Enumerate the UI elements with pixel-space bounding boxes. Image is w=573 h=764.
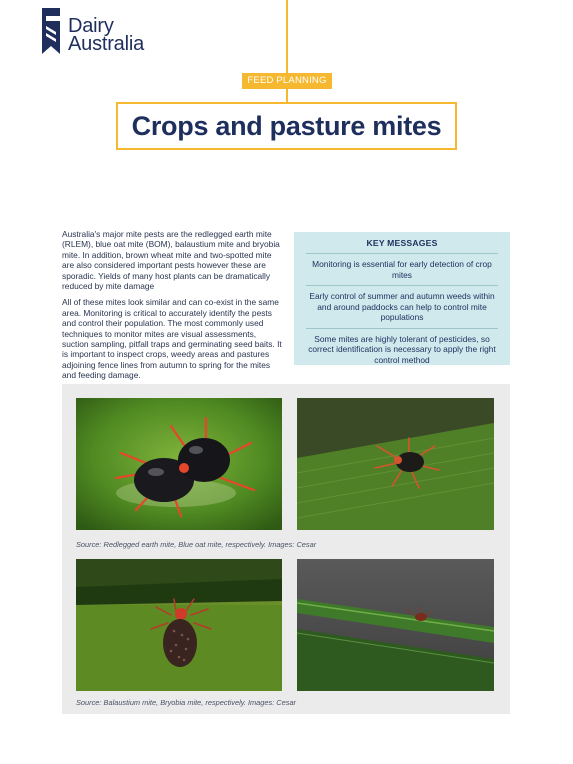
dairy-australia-logo [42,8,182,58]
section-tag: FEED PLANNING [242,73,332,89]
mite-photo-gallery [62,384,510,714]
photo-caption-top: Source: Redlegged earth mite, Blue oat mite, respectively. Images: Cesar [76,540,317,549]
bryobia-mite-photo [297,559,494,691]
photo-caption-bottom: Source: Balaustium mite, Bryobia mite, respectively. Images: Cesar [76,698,297,707]
intro-text [62,229,284,387]
logo-line-dairy: Dairy [68,15,114,37]
key-message-item: Early control of summer and autumn weeds within and around paddocks can help to control mite populations [306,285,498,328]
title-box [116,102,457,150]
key-messages-title: KEY MESSAGES [366,238,438,248]
balaustium-mite-photo [76,559,282,691]
intro-paragraph-1: Australia's major mite pests are the redlegged earth mite (RLEM), blue oat mite (BOM), balaustium mite and bryobia mite. In addition, brown wheat mite and two-spotted mite are also considered important pests however these are sporadic. Yields of many host plants can be dramatically reduced by mite damage [62,229,280,292]
logo-wordmark [68,17,144,53]
key-message-item: Some mites are highly tolerant of pesticides, so correct identification is necessary to apply the right control method [306,328,498,371]
header-connector-line [286,0,288,74]
key-messages-box [294,232,510,365]
logo-ribbon-icon [42,8,64,54]
page-title: Crops and pasture mites [131,110,442,141]
key-message-item: Monitoring is essential for early detection of crop mites [306,253,498,285]
intro-paragraph-2: All of these mites look similar and can co-exist in the same area. Monitoring is critical to accurately identify the pests and control their population. The most commonly used techniques to monitor mites are visual assessments, suction sampling, pitfall traps and germinating seed baits. It is important to inspect crops, weedy areas and pastures adjoining fence lines from autumn to spring for the mites and feeding damage. [62,297,282,381]
logo-line-australia: Australia [68,33,145,55]
redlegged-earth-mite-photo [76,398,282,530]
header-connector-line-lower [286,89,288,103]
blue-oat-mite-photo [297,398,494,530]
